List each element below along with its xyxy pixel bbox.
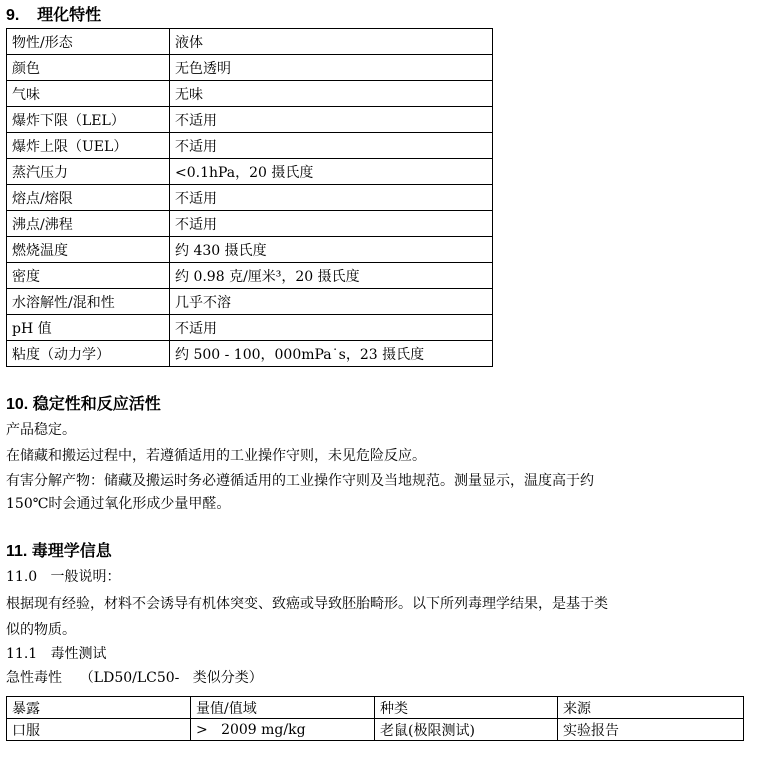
decomposition-line-cont: 150℃时会通过氧化形成少量甲醛。 bbox=[6, 496, 231, 512]
header-value-range: 量值/值域 bbox=[191, 697, 375, 719]
cell-species: 老鼠(极限测试) bbox=[375, 719, 558, 741]
property-row bbox=[7, 289, 493, 315]
property-name: 颜色 bbox=[7, 55, 170, 81]
property-value: 不适用 bbox=[170, 315, 493, 341]
property-name: 粘度（动力学） bbox=[7, 341, 170, 367]
toxicity-row bbox=[7, 719, 744, 741]
toxicity-test-heading: 11.1 毒性测试 bbox=[6, 646, 107, 662]
property-value: 约 430 摄氏度 bbox=[170, 237, 493, 263]
property-value: 约 0.98 克/厘米³，20 摄氏度 bbox=[170, 263, 493, 289]
property-row bbox=[7, 107, 493, 133]
property-value: 几乎不溶 bbox=[170, 289, 493, 315]
section-9-title: 9. 理化特性 bbox=[6, 7, 102, 24]
property-row bbox=[7, 55, 493, 81]
property-value: 约 500 - 100，000mPa˙s，23 摄氏度 bbox=[170, 341, 493, 367]
property-value: 不适用 bbox=[170, 185, 493, 211]
property-value: 无味 bbox=[170, 81, 493, 107]
property-name: 爆炸下限（LEL） bbox=[7, 107, 170, 133]
property-row bbox=[7, 81, 493, 107]
header-species: 种类 bbox=[375, 697, 558, 719]
property-name: 气味 bbox=[7, 81, 170, 107]
acute-toxicity-label: 急性毒性 （LD50/LC50- 类似分类） bbox=[6, 670, 263, 686]
property-row bbox=[7, 211, 493, 237]
property-row bbox=[7, 237, 493, 263]
property-value: 不适用 bbox=[170, 211, 493, 237]
property-name: pH 值 bbox=[7, 315, 170, 341]
toxicity-header-row bbox=[7, 697, 744, 719]
general-heading: 11.0 一般说明： bbox=[6, 569, 121, 585]
header-exposure: 暴露 bbox=[7, 697, 191, 719]
property-value: 液体 bbox=[170, 29, 493, 55]
cell-value-range: > 2009 mg/kg bbox=[191, 719, 375, 741]
property-row bbox=[7, 133, 493, 159]
property-name: 蒸汽压力 bbox=[7, 159, 170, 185]
general-text-line-1: 根据现有经验，材料不会诱导有机体突变、致癌或导致胚胎畸形。以下所列毒理学结果，是基于类 bbox=[6, 596, 608, 612]
property-row bbox=[7, 29, 493, 55]
section-11-title: 11. 毒理学信息 bbox=[6, 543, 112, 560]
cell-exposure: 口服 bbox=[7, 719, 191, 741]
header-source: 来源 bbox=[558, 697, 744, 719]
property-row bbox=[7, 159, 493, 185]
property-row bbox=[7, 185, 493, 211]
property-row bbox=[7, 315, 493, 341]
decomposition-line: 有害分解产物：储藏及搬运时务必遵循适用的工业操作守则及当地规范。测量显示，温度高于约 bbox=[6, 473, 594, 489]
property-name: 熔点/熔限 bbox=[7, 185, 170, 211]
property-row bbox=[7, 263, 493, 289]
property-name: 密度 bbox=[7, 263, 170, 289]
stability-line: 产品稳定。 bbox=[6, 422, 76, 438]
property-value: 不适用 bbox=[170, 133, 493, 159]
property-row bbox=[7, 341, 493, 367]
general-text-line-2: 似的物质。 bbox=[6, 622, 76, 638]
cell-source: 实验报告 bbox=[558, 719, 744, 741]
hazardous-reaction-line: 在储藏和搬运过程中，若遵循适用的工业操作守则，未见危险反应。 bbox=[6, 448, 426, 464]
property-value: 不适用 bbox=[170, 107, 493, 133]
toxicity-table bbox=[6, 696, 744, 741]
property-value: 无色透明 bbox=[170, 55, 493, 81]
property-name: 爆炸上限（UEL） bbox=[7, 133, 170, 159]
property-name: 物性/形态 bbox=[7, 29, 170, 55]
property-value: <0.1hPa，20 摄氏度 bbox=[170, 159, 493, 185]
properties-table bbox=[6, 28, 493, 367]
property-name: 沸点/沸程 bbox=[7, 211, 170, 237]
property-name: 水溶解性/混和性 bbox=[7, 289, 170, 315]
property-name: 燃烧温度 bbox=[7, 237, 170, 263]
section-10-title: 10. 稳定性和反应活性 bbox=[6, 396, 161, 413]
